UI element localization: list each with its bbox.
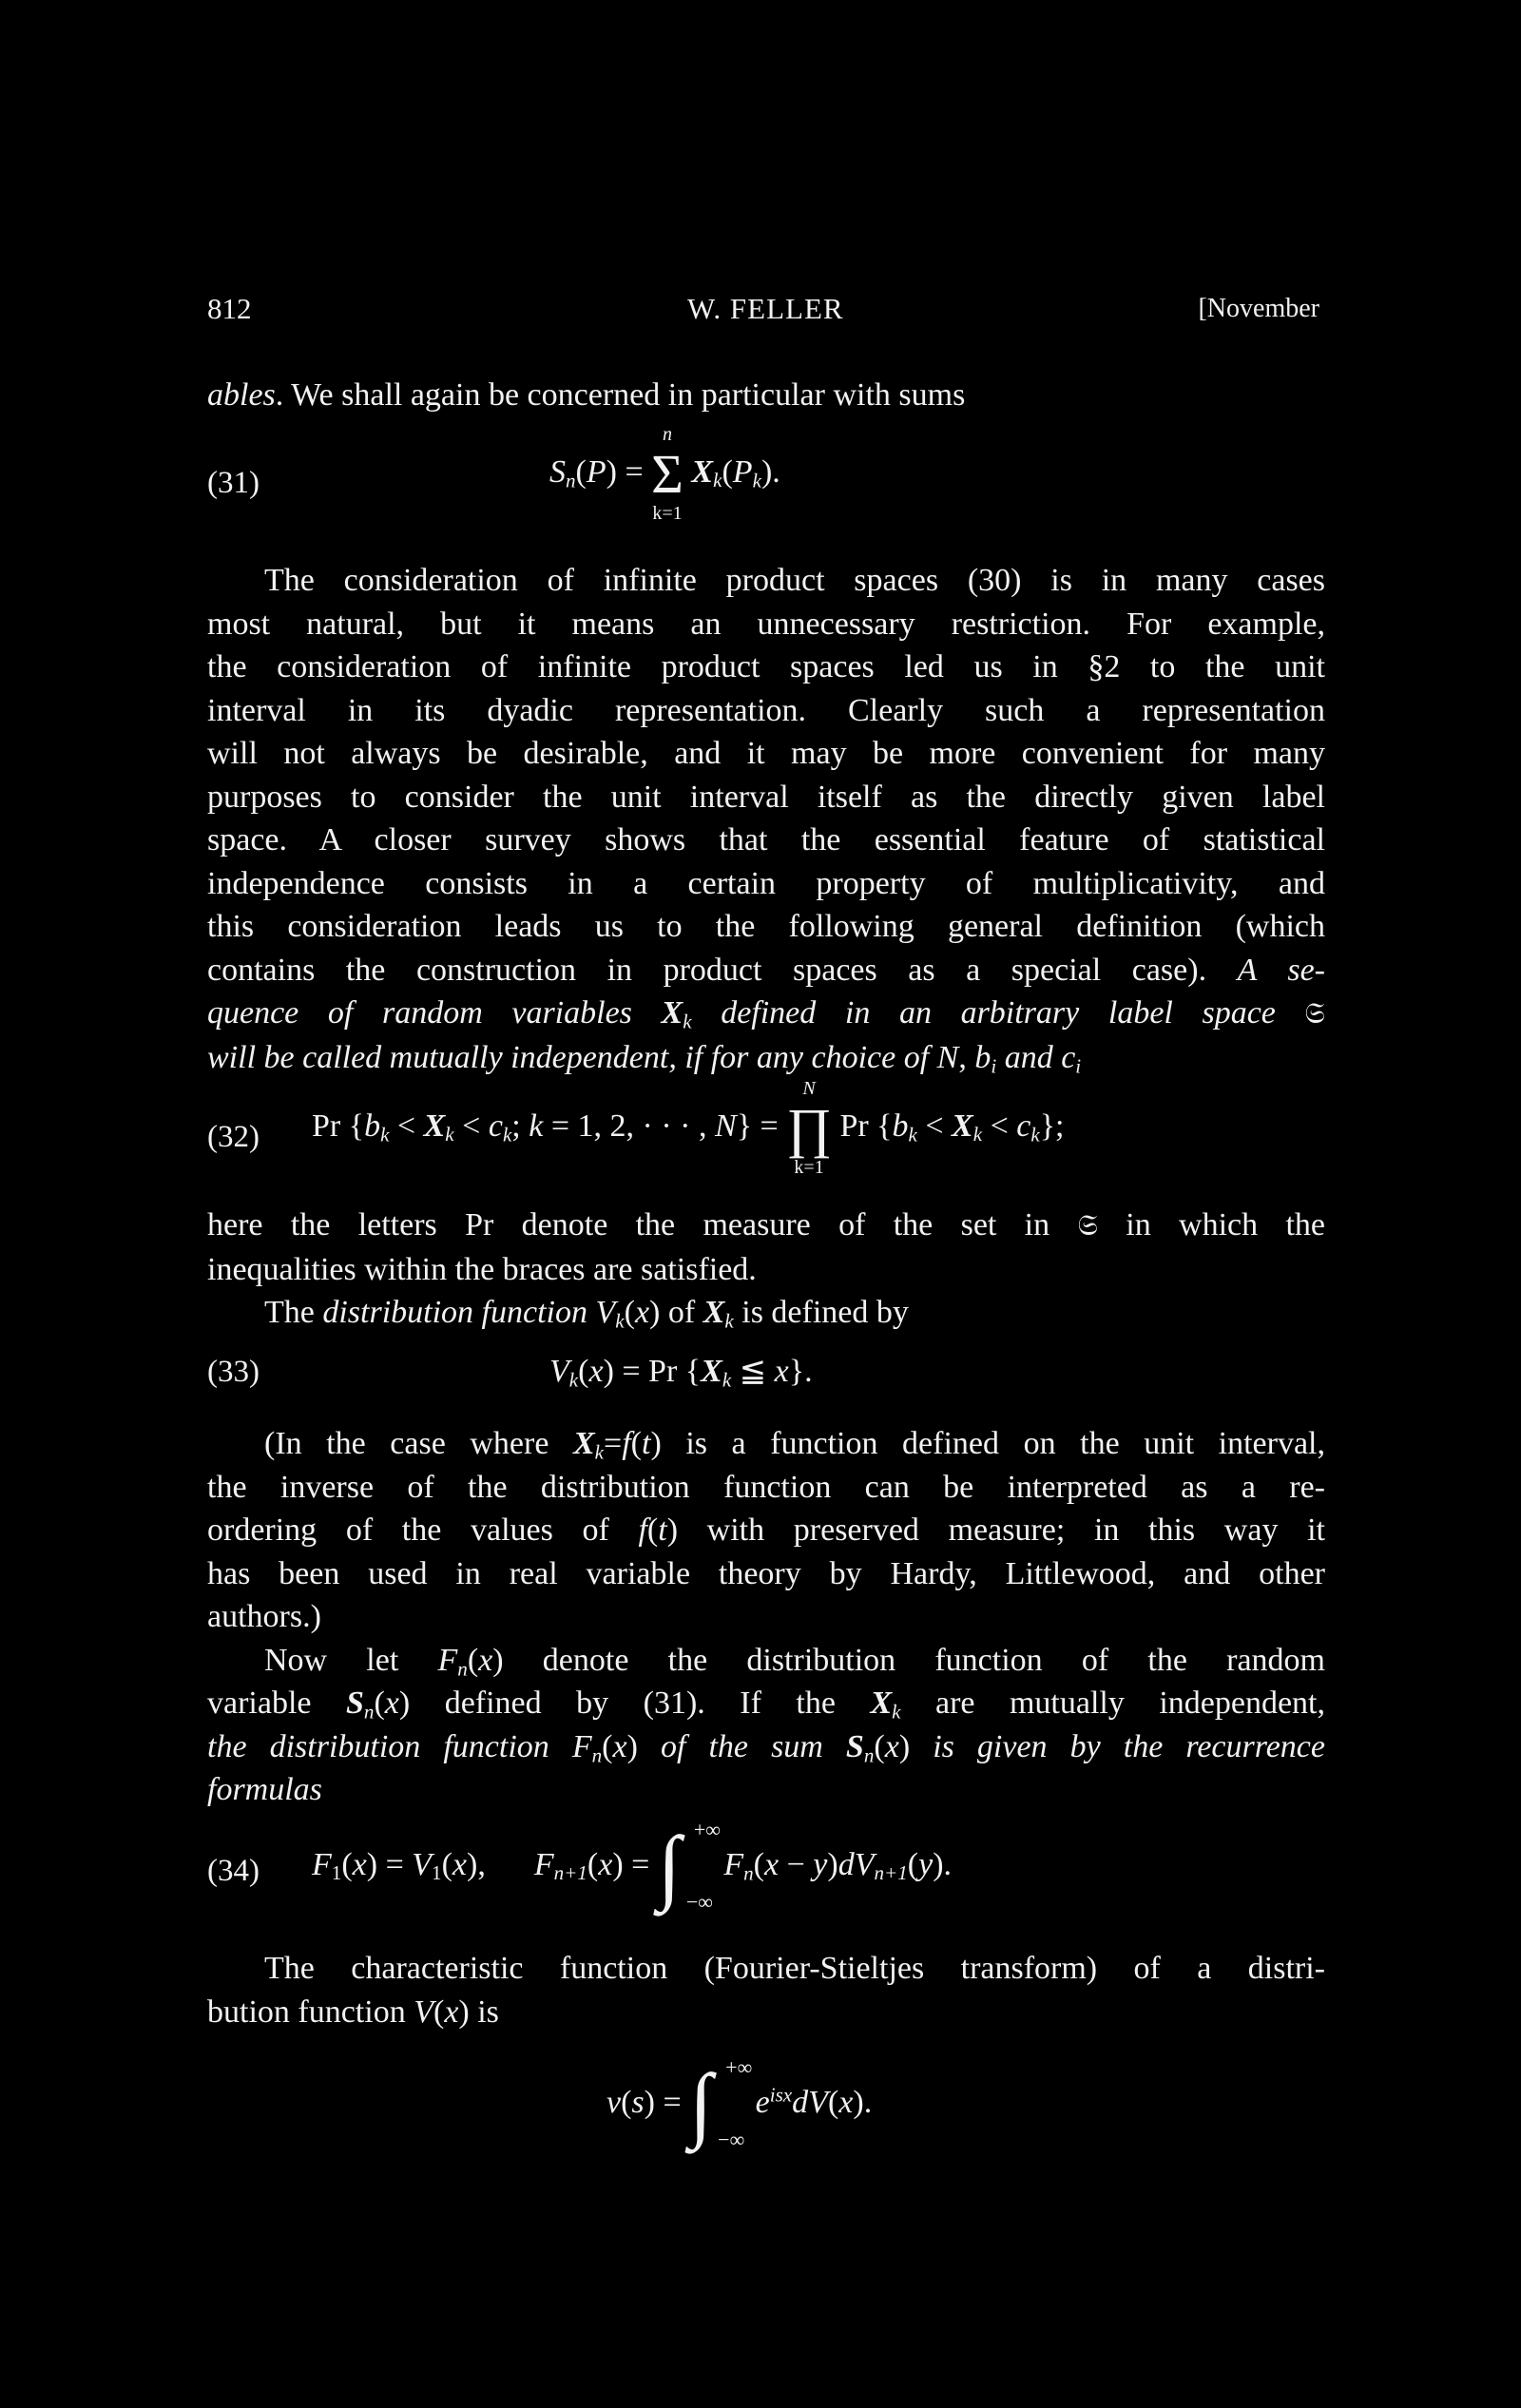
equation-number-33: (33)	[207, 1355, 260, 1389]
running-author: W. FELLER	[687, 292, 844, 325]
paragraph-inverse: (In the case where $X_k=f(t)$ is a function defined on the unit interval, the inverse of the distribution function can be interpreted as a re- ordering of the values of f(t) with preserved measure; in this way it has been used in real variable theory by Hardy, Littlewood, and other authors.) Now let $F_n(x)$ denote the distribution function of the random variable $S_n(x)$ defined by (31). If the $X_k$ are mutually independent, the distribution function $F_n(x)$ of the sum $S_n(x)$ is given by the recurrence formulas	[207, 1426, 1326, 1807]
equation-number-32: (32)	[207, 1120, 260, 1154]
paragraph-measure: here the letters Pr denote the measure of the set in 𝔖 in which the inequalities within the braces are satisfied. The distribution function $V_k(x)$ of $X_k$ is defined by	[207, 1207, 1326, 1333]
equation-34: $F_1(x) = V_1(x)$, $F_{n+1}(x)$ = ∫ +∞ −∞ $F_n(x - y)dV_{n+1}(y)$.	[312, 1818, 953, 1914]
running-header	[207, 285, 1319, 333]
page-number: 812	[207, 292, 252, 325]
equation-characteristic-function: v(s) = ∫ +∞ −∞ $e^{isx}dV(x)$.	[606, 2055, 873, 2151]
running-date: [November	[1198, 294, 1319, 323]
equation-32: Pr {$b_k < X_k < c_k$; k = 1, 2, · · · , N} = N ∏ k=1 Pr $\{b_k < X_k < c_k\}$;	[312, 1078, 1065, 1178]
paragraph-continuation: ables. We shall again be concerned in particular with sums	[207, 377, 966, 413]
equation-33: $V_k(x) = Pr$ {$X_k$ ≦ x}.	[549, 1354, 813, 1392]
equation-number-34: (34)	[207, 1854, 260, 1888]
paragraph-characteristic: The characteristic function (Fourier-Stieltjes transform) of a distri- bution function V(x) is	[207, 1951, 1325, 2030]
paragraph-definition: The consideration of infinite product spaces (30) is in many cases most natural, but it means an unnecessary restriction. For example, the consideration of infinite product spaces led us in §2 to the unit interval in its dyadic representation. Clearly such a representation will not always be desirable, and it may be more convenient for many purposes to consider the unit interval itself as the directly given label space. A closer survey shows that the essential feature of statistical independence consists in a certain property of multiplicativity, and this consideration leads us to the following general definition (which contains the construction in product spaces as a special case). A se- quence of random variables $X_k$ defined in an arbitrary label space 𝔖 will be called mutually independent, if for any choice of N, $b_i$ and $c_i$	[207, 563, 1325, 1077]
equation-number-31: (31)	[207, 466, 260, 500]
equation-31: $S_n(P)$ = n Σ k=1 $X_k(P_k)$.	[549, 424, 780, 524]
